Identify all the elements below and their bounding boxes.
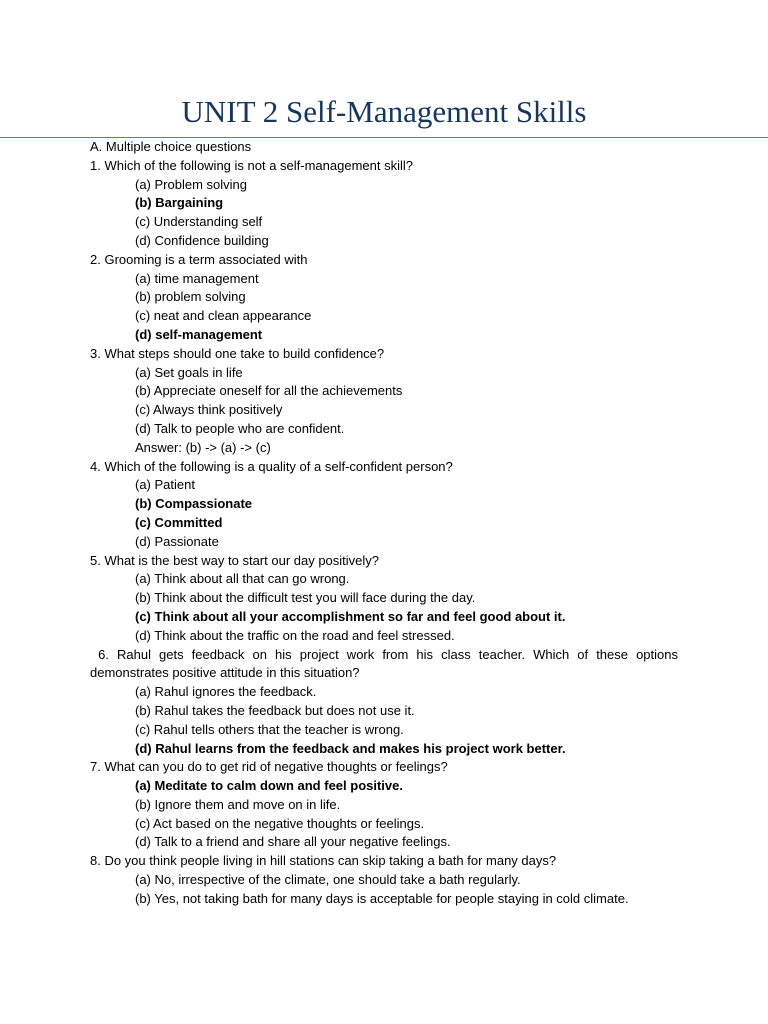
q1-option-a: (a) Problem solving — [135, 176, 247, 192]
q1-option-d: (d) Confidence building — [135, 232, 269, 248]
q1-option-b-answer: (b) Bargaining — [135, 195, 224, 211]
q4-option-c-answer: (c) Committed — [135, 514, 223, 530]
q4-option-a: (a) Patient — [135, 477, 195, 493]
question-5: 5. What is the best way to start our day positively? — [90, 552, 380, 568]
q6-option-c: (c) Rahul tells others that the teacher is wrong. — [135, 721, 404, 737]
q5-option-d: (d) Think about the traffic on the road and feel stressed. — [135, 627, 455, 643]
question-7: 7. What can you do to get rid of negative thoughts or feelings? — [90, 759, 448, 775]
q8-option-b: (b) Yes, not taking bath for many days is acceptable for people staying in cold climate. — [135, 890, 629, 906]
q3-option-b: (b) Appreciate oneself for all the achievements — [135, 383, 403, 399]
q4-option-d: (d) Passionate — [135, 533, 219, 549]
q7-option-d: (d) Talk to a friend and share all your negative feelings. — [135, 834, 451, 850]
q2-option-a: (a) time management — [135, 270, 259, 286]
page-title: UNIT 2 Self-Management Skills — [181, 94, 587, 129]
q3-option-d: (d) Talk to people who are confident. — [135, 420, 345, 436]
section-heading: A. Multiple choice questions — [90, 139, 252, 154]
q6-option-d-answer: (d) Rahul learns from the feedback and makes his project work better. — [135, 740, 566, 756]
q3-answer: Answer: (b) -> (a) -> (c) — [135, 439, 271, 455]
q2-option-b: (b) problem solving — [135, 289, 246, 305]
q8-option-a: (a) No, irrespective of the climate, one should take a bath regularly. — [135, 872, 521, 888]
question-1: 1. Which of the following is not a self-management skill? — [90, 157, 413, 173]
q3-option-c: (c) Always think positively — [135, 402, 283, 418]
q7-option-b: (b) Ignore them and move on in life. — [135, 796, 341, 812]
q4-option-b-answer: (b) Compassionate — [135, 496, 253, 512]
question-8: 8. Do you think people living in hill stations can skip taking a bath for many days? — [90, 853, 557, 869]
q7-option-a-answer: (a) Meditate to calm down and feel positive. — [135, 778, 403, 794]
question-list — [90, 138, 678, 909]
question-3: 3. What steps should one take to build confidence? — [90, 345, 385, 361]
q5-option-a: (a) Think about all that can go wrong. — [135, 571, 350, 587]
q6-option-a: (a) Rahul ignores the feedback. — [135, 684, 317, 700]
q6-option-b: (b) Rahul takes the feedback but does not use it. — [135, 702, 415, 718]
q2-option-d-answer: (d) self-management — [135, 326, 263, 342]
q2-option-c: (c) neat and clean appearance — [135, 308, 312, 324]
question-6 — [90, 646, 678, 684]
question-6-text: 6. Rahul gets feedback on his project work from his class teacher. Which of these options demonstrates positive attitude in this situation? — [90, 646, 678, 681]
question-4: 4. Which of the following is a quality of a self-confident person? — [90, 458, 453, 474]
q7-option-c: (c) Act based on the negative thoughts or feelings. — [135, 815, 425, 831]
q5-option-b: (b) Think about the difficult test you will face during the day. — [135, 590, 476, 606]
q5-option-c-answer: (c) Think about all your accomplishment so far and feel good about it. — [135, 608, 566, 624]
question-2: 2. Grooming is a term associated with — [90, 251, 308, 267]
q3-option-a: (a) Set goals in life — [135, 364, 243, 380]
q1-option-c: (c) Understanding self — [135, 214, 263, 230]
